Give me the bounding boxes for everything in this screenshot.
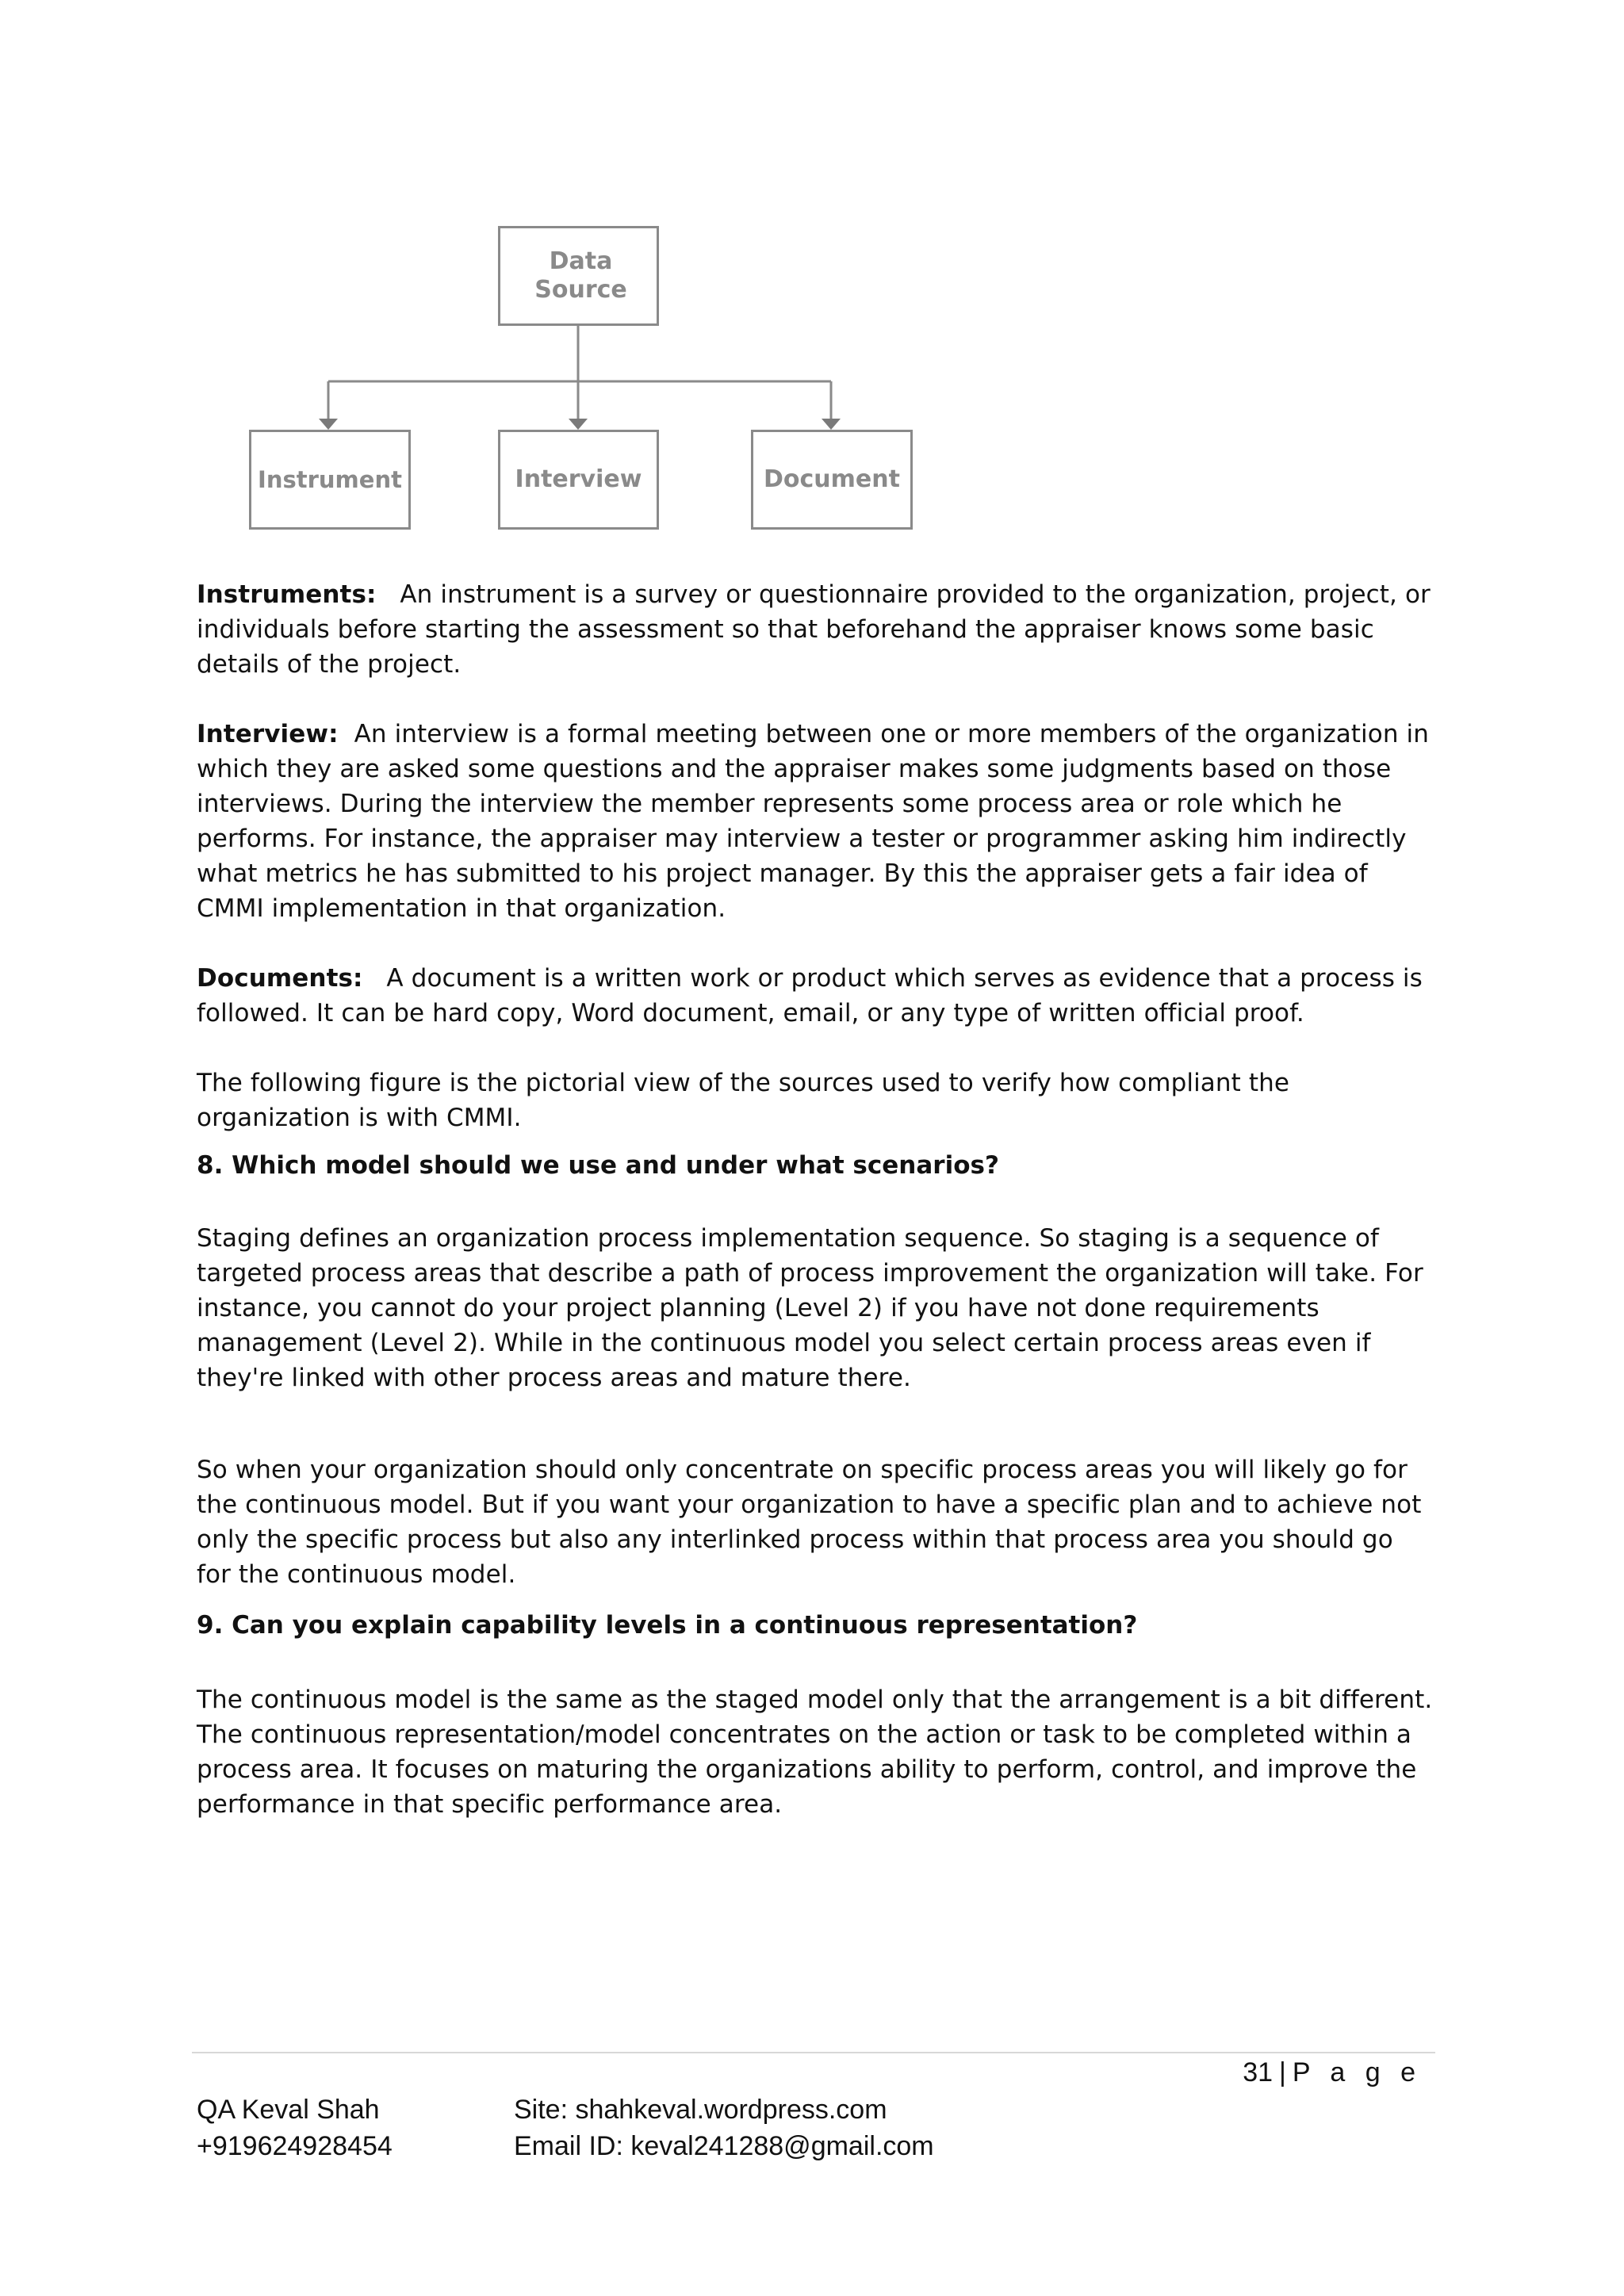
arrowhead-instrument bbox=[319, 419, 338, 430]
instrument-label: Instrument bbox=[258, 466, 402, 493]
data-source-box bbox=[498, 226, 659, 326]
footer-phone: +919624928454 bbox=[197, 2131, 393, 2161]
q8-paragraph-2: So when your organization should only concentrate on specific process areas you will likely go for the continuous model. But if you want your organization to have a specific plan and to achieve not only the specific process but also any interlinked process within that process area you should go for the continuous model. bbox=[197, 1456, 1422, 1589]
figure-note-paragraph: The following figure is the pictorial view of the sources used to verify how compliant the organization is with CMMI. bbox=[197, 1069, 1290, 1132]
data-source-label-line2: Source bbox=[534, 276, 627, 304]
interview-label: Interview bbox=[515, 465, 642, 493]
q9-paragraph-1: The continuous model is the same as the staged model only that the arrangement is a bit different. The continuous representation/model concentrates on the action or task to be completed within a process area. It focuses on maturing the organizations ability to perform, control, and improve the performance in that specific performance area. bbox=[197, 1686, 1433, 1819]
arrowhead-document bbox=[822, 419, 841, 430]
documents-paragraph bbox=[197, 961, 1434, 1031]
instruments-lead: Instruments: bbox=[197, 580, 377, 609]
page-label: P a g e bbox=[1292, 2057, 1422, 2087]
data-source-label-line1: Data bbox=[549, 247, 613, 275]
instrument-box bbox=[249, 430, 411, 530]
document-label: Document bbox=[764, 465, 900, 493]
q8-paragraph-1: Staging defines an organization process implementation sequence. So staging is a sequence of targeted process areas that describe a path of process improvement the organization will take. For instance, you cannot do your project planning (Level 2) if you have not done requirements management (Level 2). While in the continuous model you select certain process areas even if they're linked with other process areas and mature there. bbox=[197, 1224, 1423, 1392]
page-number-separator: | bbox=[1279, 2057, 1286, 2087]
documents-text: A document is a written work or product which serves as evidence that a process is followed. It can be hard copy, Word document, email, or any type of written official proof. bbox=[197, 964, 1423, 1027]
interview-paragraph bbox=[197, 717, 1434, 926]
footer-divider bbox=[192, 2052, 1435, 2053]
arrowhead-interview bbox=[569, 419, 588, 430]
interview-text: An interview is a formal meeting between one or more members of the organization in which they are asked some questions and the appraiser makes some judgments based on those interviews. During the interview the member represents some process area or role which he performs. For instance, the appraiser may interview a tester or programmer asking him indirectly what metrics he has submitted to his project manager. By this the appraiser gets a fair idea of CMMI implementation in that organization. bbox=[197, 720, 1429, 923]
page-number bbox=[1243, 2055, 1422, 2090]
instruments-paragraph bbox=[197, 577, 1434, 682]
q8-heading: 8. Which model should we use and under what scenarios? bbox=[197, 1151, 999, 1180]
footer-site: Site: shahkeval.wordpress.com bbox=[514, 2095, 887, 2125]
page-number-value: 31 bbox=[1243, 2057, 1274, 2087]
q9-heading: 9. Can you explain capability levels in a continuous representation? bbox=[197, 1611, 1138, 1640]
footer-author: QA Keval Shah bbox=[197, 2095, 380, 2125]
documents-lead: Documents: bbox=[197, 964, 363, 993]
document-box bbox=[751, 430, 913, 530]
data-source-diagram bbox=[246, 226, 920, 531]
interview-box bbox=[498, 430, 659, 530]
footer-email: Email ID: keval241288@gmail.com bbox=[514, 2131, 934, 2161]
interview-lead: Interview: bbox=[197, 720, 339, 748]
instruments-text: An instrument is a survey or questionnaire provided to the organization, project, or individuals before starting the assessment so that beforehand the appraiser knows some basic details of the project. bbox=[197, 580, 1431, 679]
